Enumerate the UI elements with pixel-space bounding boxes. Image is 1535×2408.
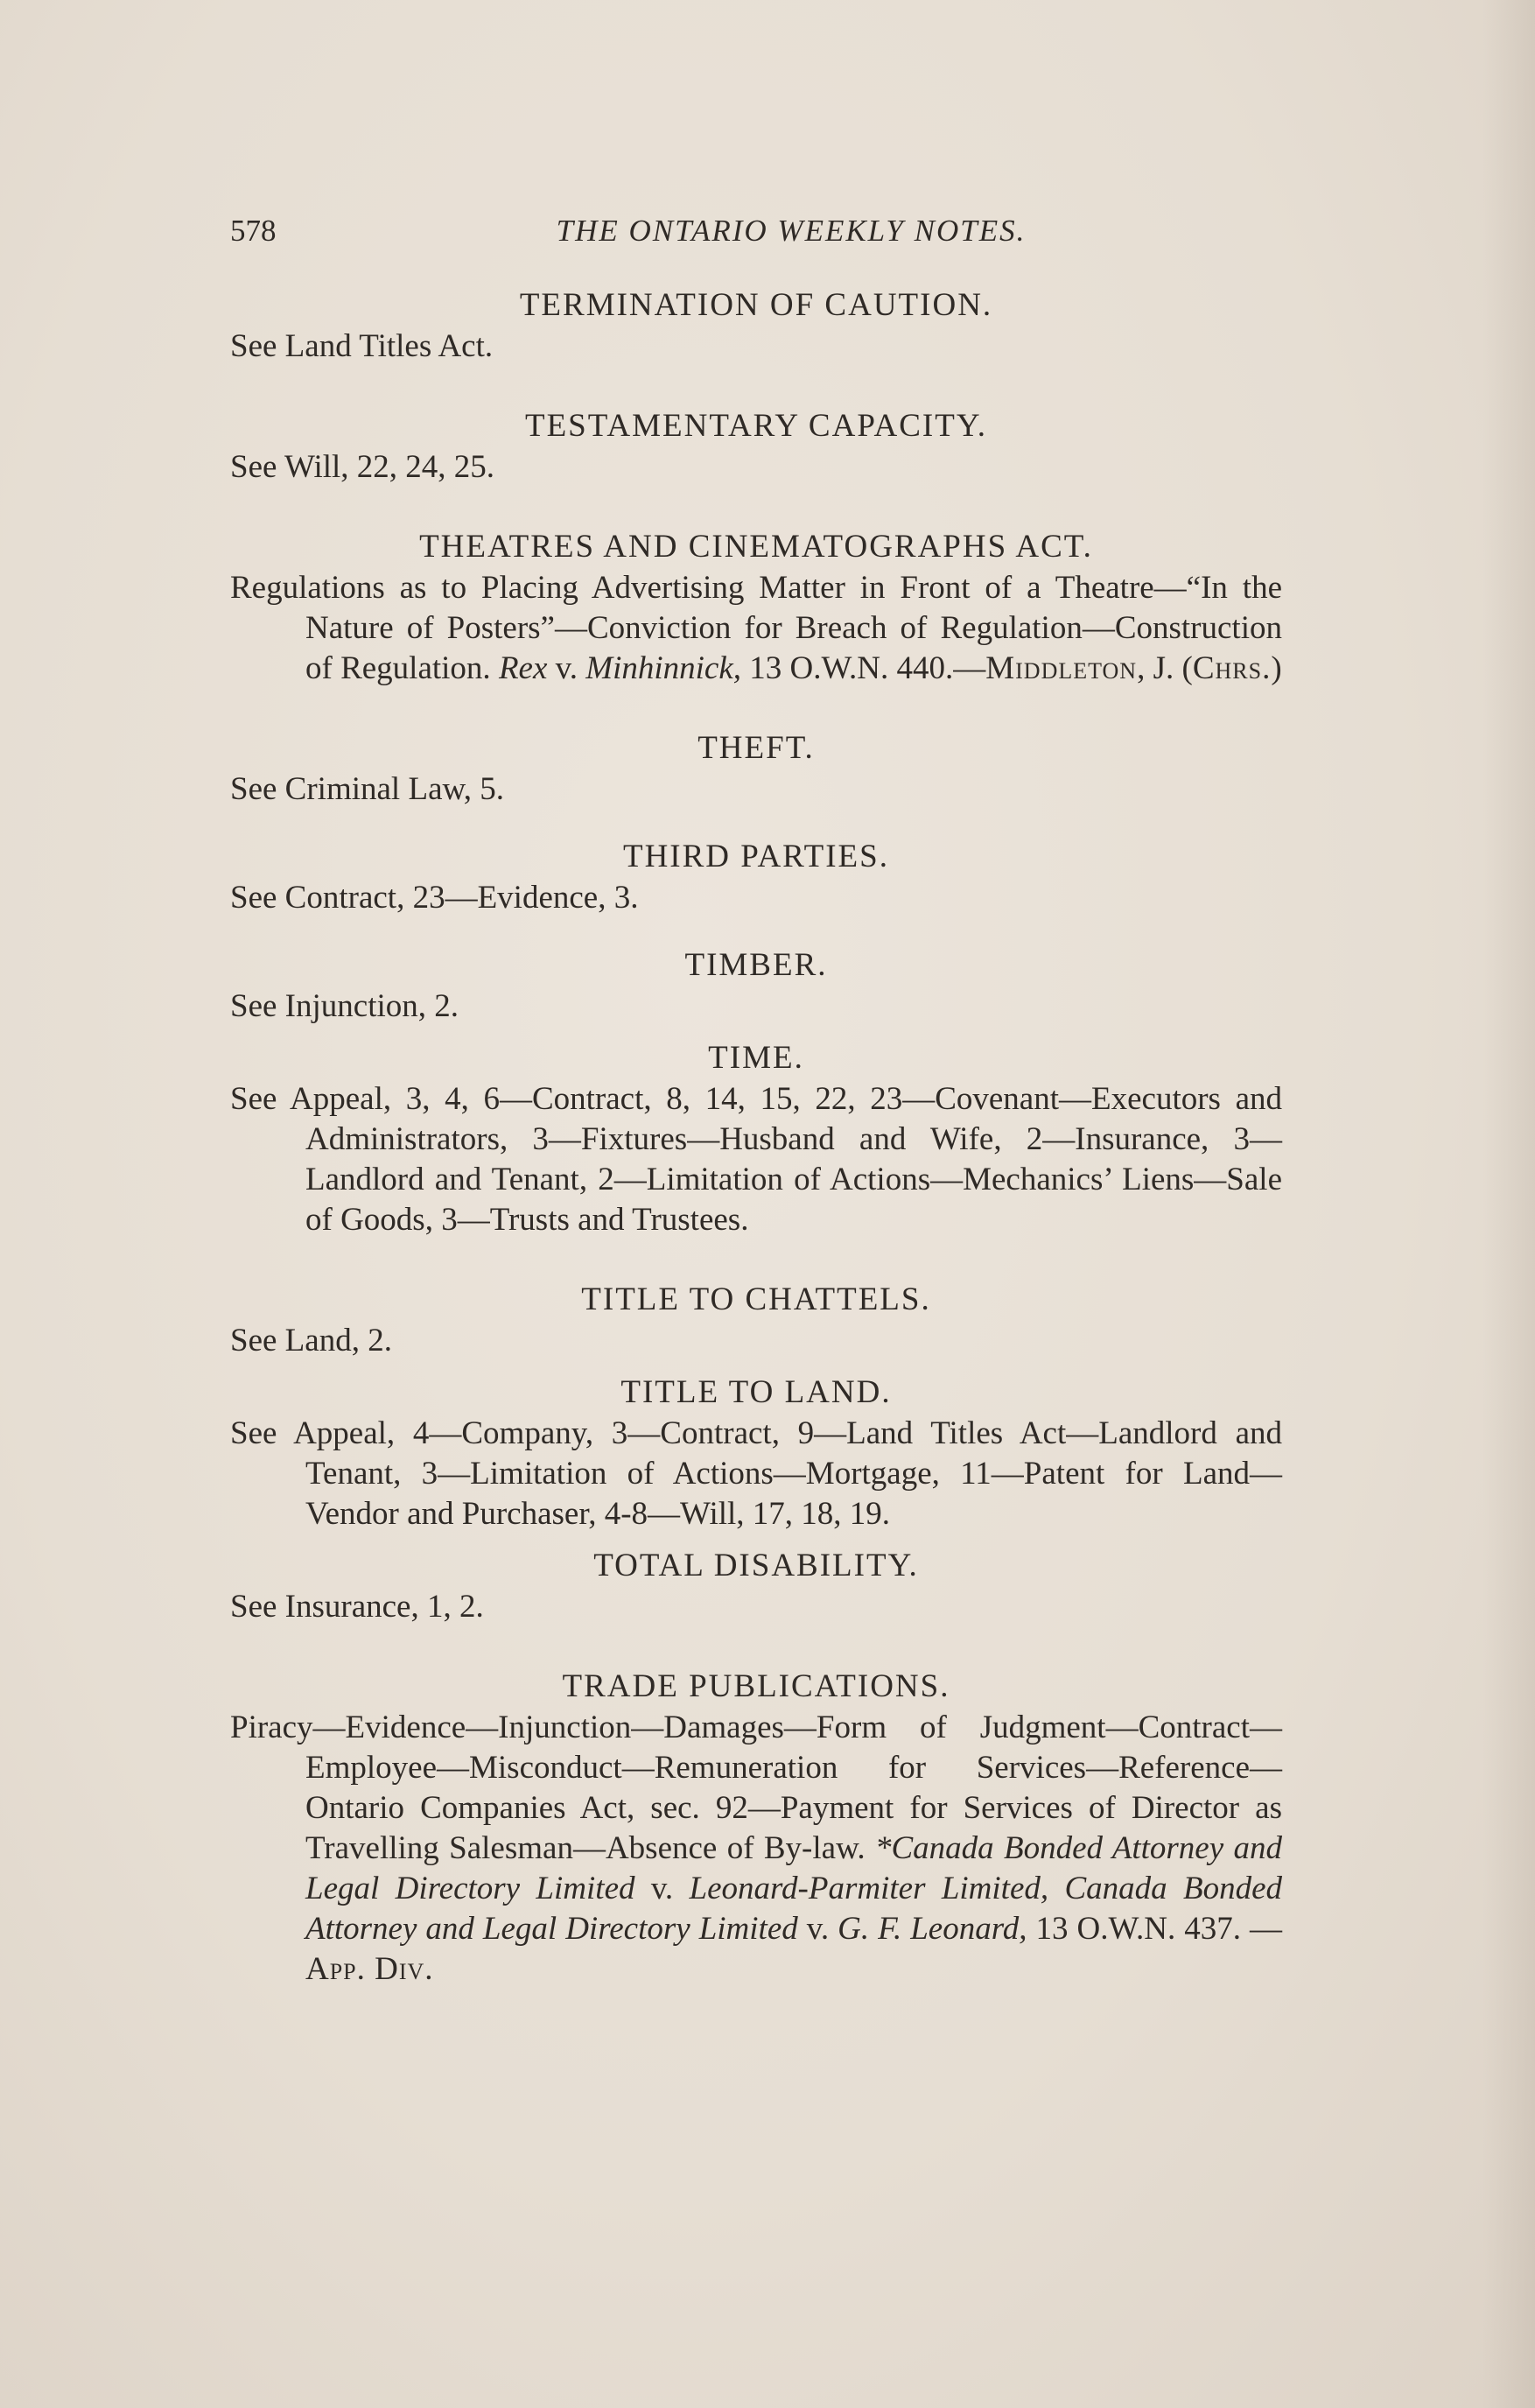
page-header (230, 214, 1282, 257)
section-entry: See Land, 2. (230, 1323, 392, 1358)
case-name: G. F. Leonard, (838, 1911, 1027, 1947)
entry-text: Regulations as to Placing Advertising Matter in Front of a Theatre—“In the Nature of Posters”—Conviction for Breach of Regulation—Construction of Regulation. (230, 570, 1282, 686)
section-heading: TIMBER. (684, 947, 828, 983)
index-section (230, 836, 1282, 918)
index-section (230, 1666, 1282, 1990)
case-versus: v. (547, 650, 586, 686)
close-paren: ) (1271, 650, 1282, 686)
running-title: THE ONTARIO WEEKLY NOTES. (556, 214, 1027, 248)
index-section (230, 1279, 1282, 1361)
section-entry: See Appeal, 3, 4, 6—Contract, 8, 14, 15, 22, 23—Covenant—Executors and Administrators, 3—Fixtures—Husband and Wife, 2—Insurance, 3—Landlord and Tenant, 2—Limitation of Actions—Mechanics’ Liens—Sale of Goods, 3—Trusts and Trustees. (230, 1081, 1282, 1238)
section-entry: See Criminal Law, 5. (230, 771, 505, 807)
section-heading: TIME. (708, 1040, 804, 1076)
section-heading: THEATRES AND CINEMATOGRAPHS ACT. (419, 529, 1093, 565)
entry-text: Piracy—Evidence—Injunction—Damages—Form of Judgment—Contract—Employee—Misconduct—Remuneration for Services—Reference—Ontario Companies Act, sec. 92—Payment for Services of Director as Travelling Salesman—Absence of By-law. (230, 1709, 1282, 1866)
index-section (230, 1372, 1282, 1534)
court-name: Chrs. (1192, 650, 1272, 686)
judge-name: Middleton (985, 650, 1138, 686)
section-entry: See Land Titles Act. (230, 328, 494, 364)
case-name: Leonard-Parmiter Limited, Canada Bonded Attorney and Legal Directory Limited (305, 1871, 1283, 1947)
judge-suffix: , J. ( (1137, 650, 1193, 686)
section-heading: TITLE TO LAND. (620, 1374, 892, 1410)
case-versus: v. (797, 1911, 838, 1947)
citation: 13 O.W.N. 437. — (1027, 1911, 1283, 1947)
section-entry: See Contract, 23—Evidence, 3. (230, 880, 639, 916)
section-heading: THIRD PARTIES. (622, 839, 889, 874)
page-number: 578 (230, 214, 277, 248)
index-section (230, 284, 1282, 367)
index-content (230, 284, 1282, 1990)
index-section (230, 944, 1282, 1027)
index-section (230, 1545, 1282, 1627)
section-heading: TOTAL DISABILITY. (593, 1548, 919, 1583)
index-section (230, 727, 1282, 810)
section-entry: See Appeal, 4—Company, 3—Contract, 9—Land Titles Act—Landlord and Tenant, 3—Limitation of Actions—Mortgage, 11—Patent for Land—Vendor and Purchaser, 4-8—Will, 17, 18, 19. (230, 1415, 1282, 1532)
section-entry: See Injunction, 2. (230, 988, 459, 1024)
section-heading: THEFT. (697, 730, 815, 766)
index-section (230, 405, 1282, 488)
section-heading: TESTAMENTARY CAPACITY. (524, 408, 988, 444)
case-name: Rex (498, 650, 548, 686)
index-section (230, 526, 1282, 689)
section-heading: TRADE PUBLICATIONS. (562, 1668, 950, 1704)
section-entry: See Insurance, 1, 2. (230, 1589, 484, 1625)
index-section (230, 1037, 1282, 1240)
section-entry (230, 1708, 1282, 1990)
section-entry: See Will, 22, 24, 25. (230, 449, 495, 485)
section-entry (230, 568, 1282, 689)
case-name: Minhinnick, (585, 650, 742, 686)
citation: 13 O.W.N. 440.— (741, 650, 986, 686)
court-name: App. Div. (305, 1951, 434, 1987)
section-heading: TITLE TO CHATTELS. (581, 1281, 931, 1317)
case-name: *Canada Bonded Attorney and Legal Directory Limited (305, 1830, 1282, 1906)
section-heading: TERMINATION OF CAUTION. (519, 287, 993, 323)
case-versus: v. (634, 1871, 690, 1906)
